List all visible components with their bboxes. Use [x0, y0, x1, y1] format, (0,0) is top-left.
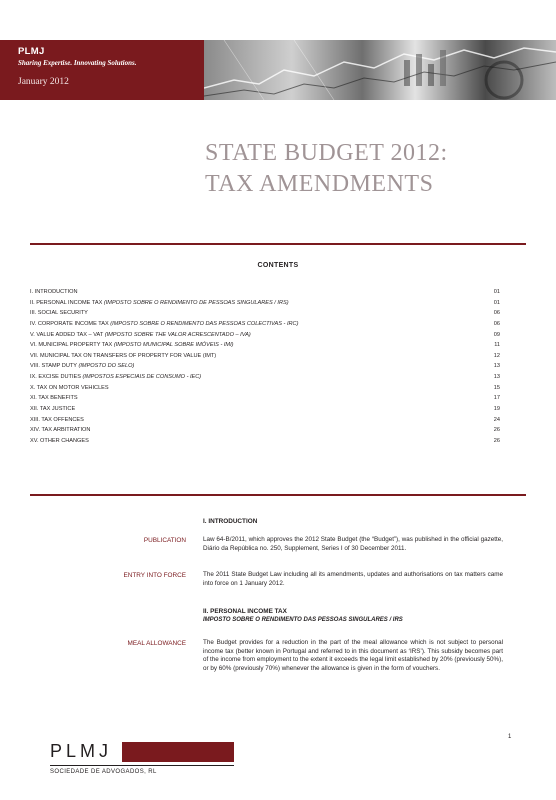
brand-name: PLMJ — [18, 46, 45, 57]
toc-entry-page: 26 — [493, 437, 500, 444]
toc-entry-page: 06 — [493, 310, 500, 317]
toc-entry — [30, 372, 500, 383]
toc-entry-main: XI. TAX BENEFITS — [30, 395, 78, 402]
title-divider — [30, 243, 526, 245]
header-band — [0, 40, 556, 100]
toc-entry-page: 09 — [493, 331, 500, 338]
toc-entry-subtitle: (IMPOSTO SOBRE THE VALOR ACRESCENTADO – IVA) — [104, 331, 251, 338]
toc-entry-page: 01 — [493, 299, 500, 306]
toc-entry-title — [30, 298, 289, 309]
section-personal-income-tax-subheading: IMPOSTO SOBRE O RENDIMENTO DAS PESSOAS SINGULARES / IRS — [203, 617, 403, 623]
section-introduction-heading: I. INTRODUCTION — [203, 518, 258, 525]
toc-entry-main: XIII. TAX OFFENCES — [30, 416, 84, 423]
toc-entry-subtitle: (IMPOSTOS ESPECIAIS DE CONSUMO - IEC) — [82, 374, 202, 381]
toc-entry-page: 13 — [493, 374, 500, 381]
document-title — [205, 138, 535, 200]
title-line-2: TAX AMENDMENTS — [205, 171, 434, 197]
toc-entry-main: VIII. STAMP DUTY — [30, 363, 79, 370]
toc-entry-subtitle: (IMPOSTO SOBRE O RENDIMENTO DAS PESSOAS COLECTIVAS - IRC) — [110, 320, 299, 327]
title-line-1: STATE BUDGET 2012: — [205, 140, 448, 166]
toc-entry-page: 24 — [493, 416, 500, 423]
publication-date: January 2012 — [18, 77, 69, 87]
toc-entry — [30, 383, 500, 394]
toc-entry-main: IX. EXCISE DUTIES — [30, 374, 83, 381]
toc-entry-title — [30, 340, 234, 351]
toc-entry — [30, 425, 500, 436]
toc-entry-title — [30, 287, 78, 298]
logo-wordmark: PLMJ — [50, 741, 113, 761]
toc-entry-page: 11 — [494, 342, 500, 349]
toc-entry-title — [30, 436, 89, 447]
section-personal-income-tax-heading: II. PERSONAL INCOME TAX — [203, 608, 287, 615]
toc-entry-main: XII. TAX JUSTICE — [30, 406, 76, 413]
toc-entry-page: 12 — [493, 352, 500, 359]
toc-entry-page: 01 — [493, 289, 500, 295]
toc-entry-main: IV. CORPORATE INCOME TAX — [30, 320, 111, 327]
logo-bar — [122, 742, 234, 762]
toc-entry — [30, 404, 500, 415]
toc-entry-main: V. VALUE ADDED TAX – VAT — [30, 331, 105, 338]
meal-allowance-text: The Budget provides for a reduction in the part of the meal allowance which is not subject to personal income tax (better known in Portugal and referred to in this document as ‘IRS’). This subsidy becomes part of the income from employment to the extent it exceeds the legal limit established by 20% (previously 50%), or by 60% (previously 70%) whenever the allowance is given in the form of vouchers. — [203, 639, 503, 673]
toc-entry-main: II. PERSONAL INCOME TAX — [30, 299, 104, 306]
contents-divider — [30, 494, 526, 496]
entry-into-force-text: The 2011 State Budget Law including all its amendments, updates and authorisations on tax matters came into force on 1 January 2012. — [203, 571, 503, 587]
toc-entry — [30, 319, 500, 330]
toc-entry-page: 26 — [493, 427, 500, 434]
toc-entry — [30, 415, 500, 426]
brand-tagline: Sharing Expertise. Innovating Solutions. — [18, 59, 137, 67]
toc-entry — [30, 287, 500, 298]
publication-label: PUBLICATION — [143, 537, 186, 544]
footer-logo — [50, 741, 157, 775]
toc-entry-main: XV. OTHER CHANGES — [30, 437, 89, 444]
toc-entry-subtitle: (IMPOSTO SOBRE O RENDIMENTO DE PESSOAS SINGULARES / IRS) — [103, 299, 289, 306]
toc-entry-title — [30, 393, 78, 404]
toc-entry-main: I. INTRODUCTION — [30, 289, 78, 295]
toc-entry-title — [30, 351, 216, 362]
toc-entry-page: 06 — [493, 320, 500, 327]
table-of-contents — [30, 287, 500, 447]
page-number: 1 — [508, 734, 512, 740]
toc-entry-title — [30, 330, 251, 341]
toc-entry — [30, 393, 500, 404]
toc-entry-title — [30, 372, 201, 383]
toc-entry-page: 15 — [493, 384, 500, 391]
toc-entry-title — [30, 404, 75, 415]
brand-block — [18, 46, 136, 87]
toc-entry — [30, 436, 500, 447]
toc-entry — [30, 330, 500, 341]
firm-name: SOCIEDADE DE ADVOGADOS, RL — [50, 769, 157, 775]
toc-entry-title — [30, 415, 84, 426]
toc-entry-title — [30, 383, 109, 394]
toc-entry-main: X. TAX ON MOTOR VEHICLES — [30, 384, 109, 391]
toc-entry — [30, 361, 500, 372]
toc-entry-subtitle: (IMPOSTO MUNICIPAL SOBRE IMÓVEIS - IMI) — [113, 342, 234, 349]
entry-into-force-label: ENTRY INTO FORCE — [123, 572, 186, 579]
toc-entry-main: XIV. TAX ARBITRATION — [30, 427, 91, 434]
financial-chart-photo — [204, 40, 556, 100]
toc-entry — [30, 340, 500, 351]
chart-photo-graphic — [204, 40, 556, 100]
publication-text: Law 64-B/2011, which approves the 2012 State Budget (the “Budget”), was published in the official gazette, Diário da República no. 250, Supplement, Series I of 30 December 2011. — [203, 536, 503, 552]
contents-heading: CONTENTS — [257, 262, 299, 269]
toc-entry-title — [30, 361, 134, 372]
meal-allowance-label: MEAL ALLOWANCE — [127, 640, 186, 647]
toc-entry-main: VII. MUNICIPAL TAX ON TRANSFERS OF PROPERTY FOR VALUE (IMT) — [30, 352, 217, 359]
toc-entry-title — [30, 319, 298, 330]
toc-entry-subtitle: (IMPOSTO DO SELO) — [78, 363, 135, 370]
logo-rule — [50, 765, 234, 766]
toc-entry-title — [30, 308, 88, 319]
toc-entry-title — [30, 425, 90, 436]
toc-entry-main: VI. MUNICIPAL PROPERTY TAX — [30, 342, 114, 349]
toc-entry — [30, 308, 500, 319]
toc-entry-page: 17 — [493, 395, 500, 402]
toc-entry — [30, 298, 500, 309]
toc-entry-page: 13 — [493, 363, 500, 370]
toc-entry-page: 19 — [493, 406, 500, 413]
toc-entry-main: III. SOCIAL SECURITY — [30, 310, 88, 317]
toc-entry — [30, 351, 500, 362]
